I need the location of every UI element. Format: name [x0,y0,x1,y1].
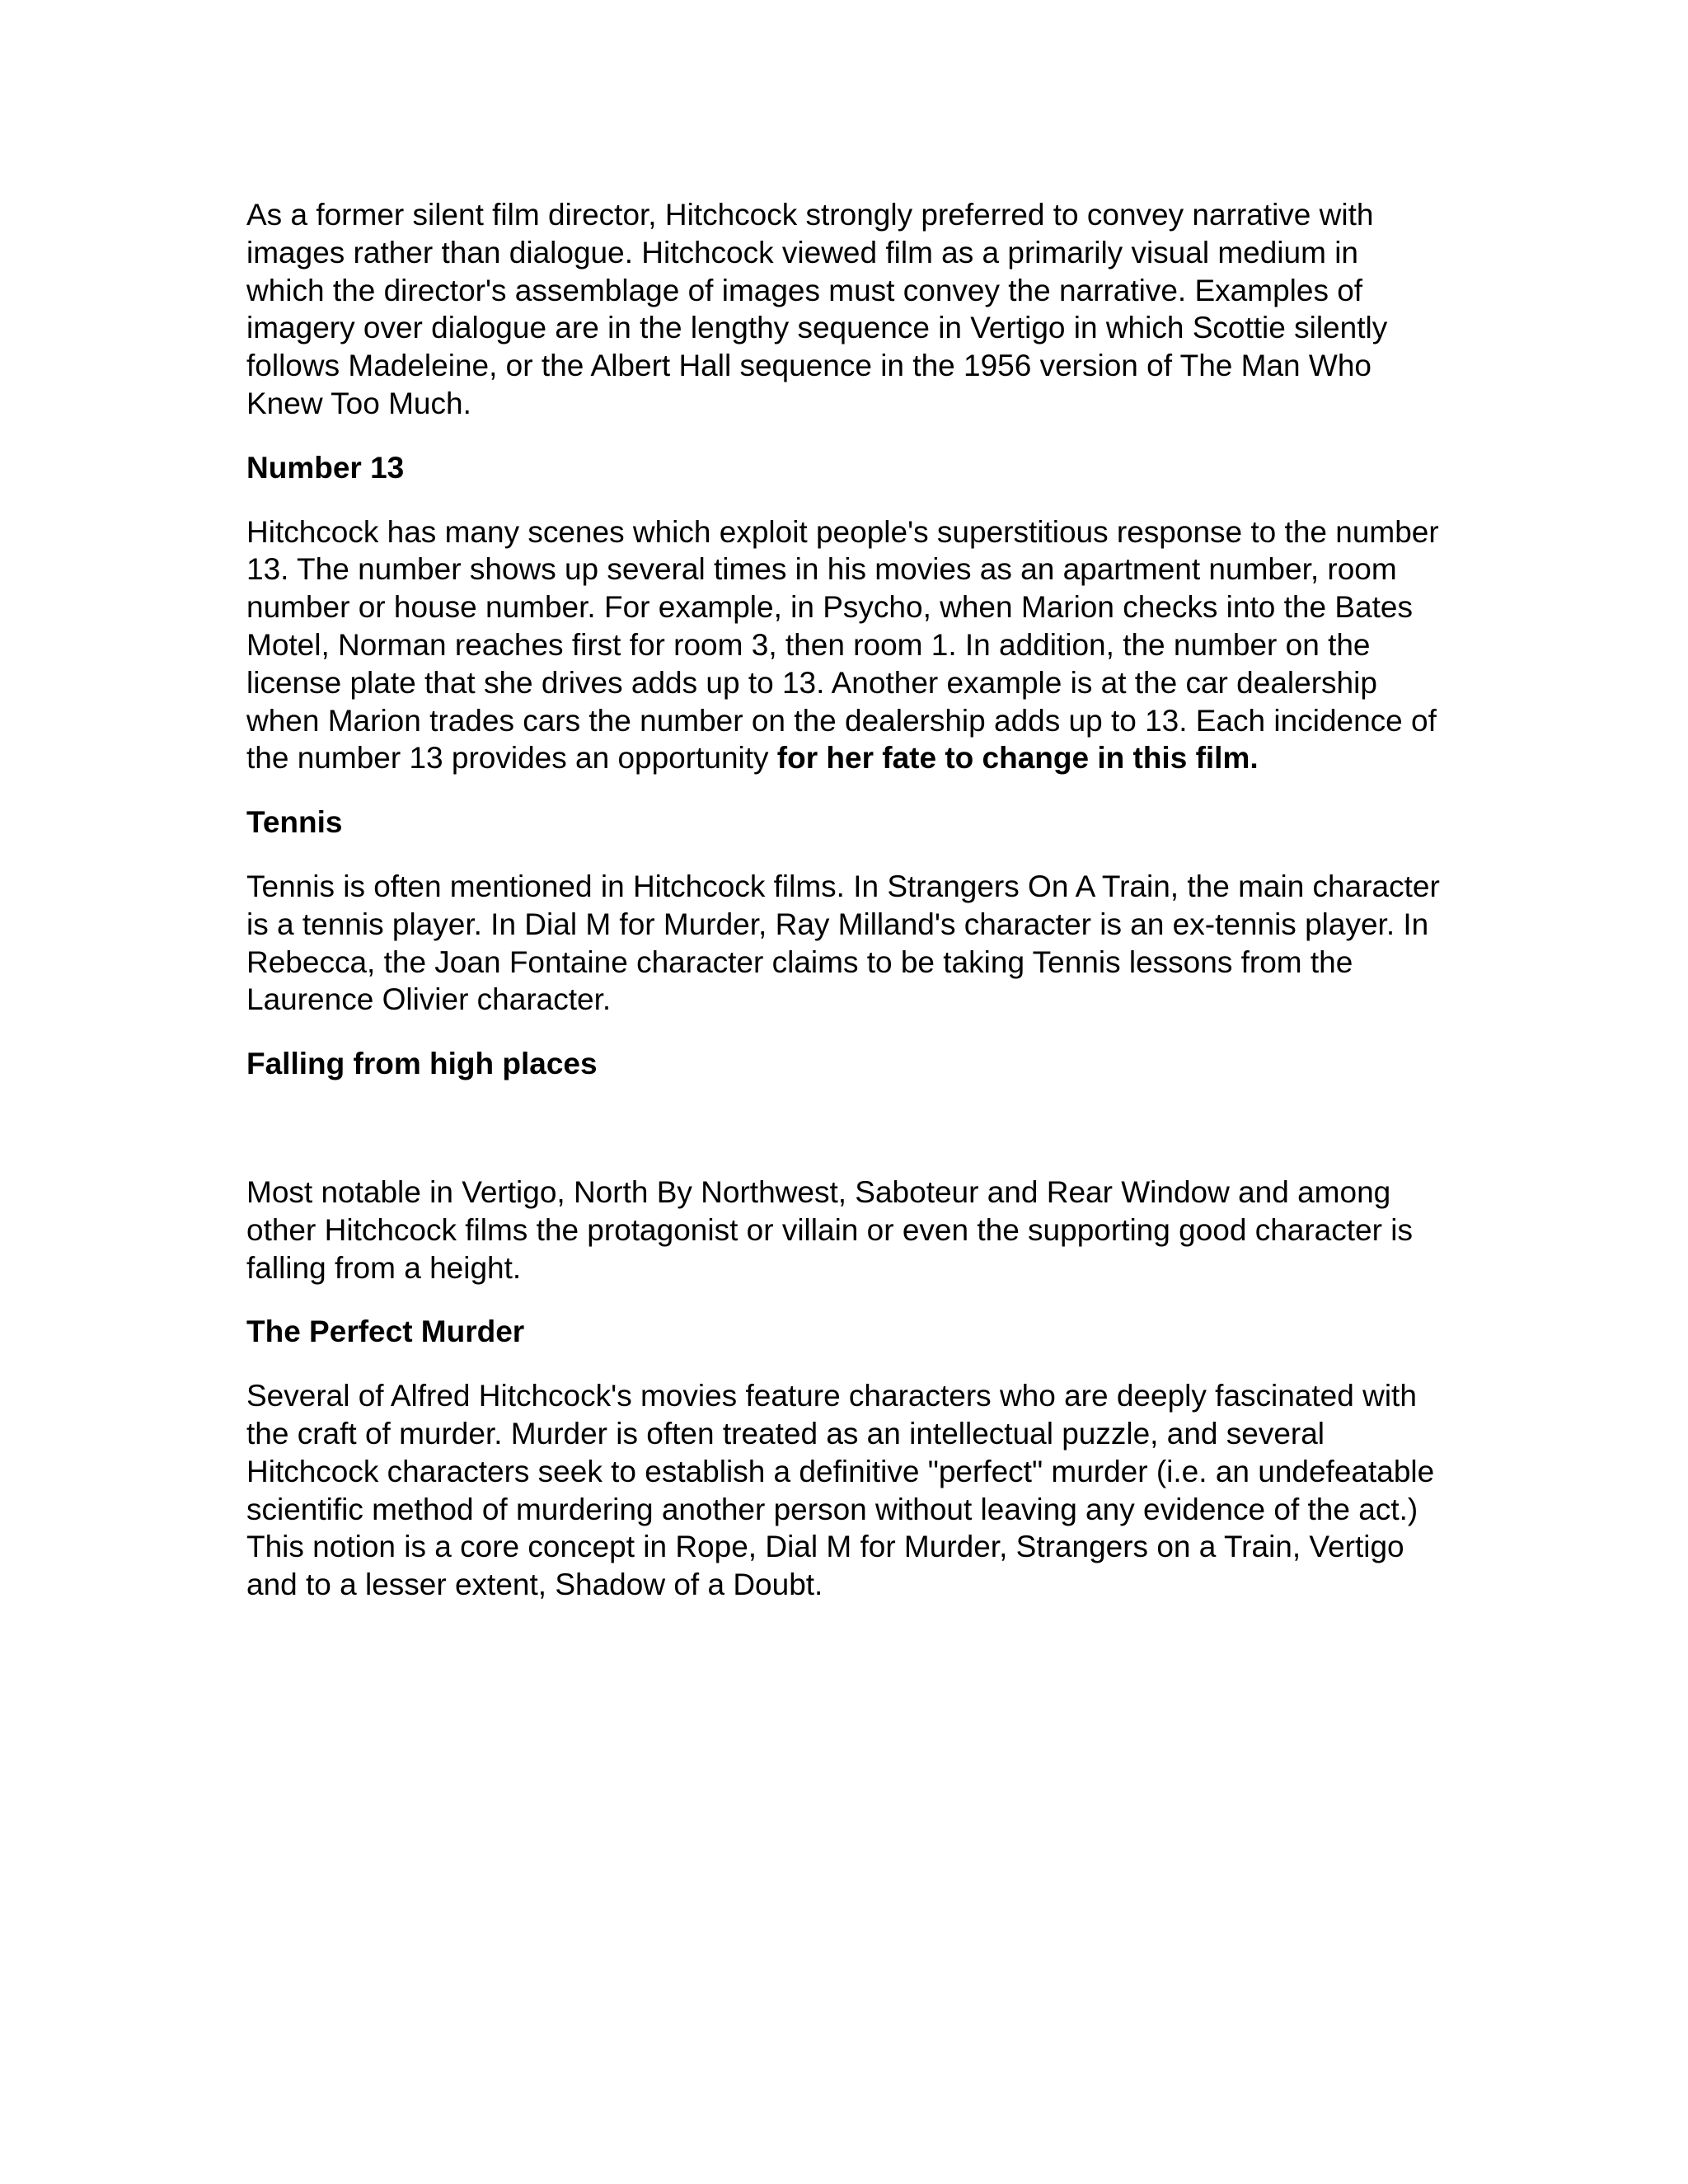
falling-paragraph: Most notable in Vertigo, North By Northwest, Saboteur and Rear Window and among other Hitchcock films the protagonist or villain or even the supporting good character is falling from a height. [246,1174,1413,1285]
number-13-paragraph-bold-text: for her fate to change in this film. [776,741,1259,776]
intro-paragraph: As a former silent film director, Hitchcock strongly preferred to convey narrative with images rather than dialogue. Hitchcock viewed film as a primarily visual medium in which the director's assemblage of images must convey the narrative. Examples of imagery over dialogue are in the lengthy sequence in Vertigo in which Scottie silently follows Madeleine, or the Albert Hall sequence in the 1956 version of The Man Who Knew Too Much. [246,198,1388,420]
number-13-paragraph [246,513,1442,778]
section-heading-number-13: Number 13 [246,450,405,485]
document-body [246,196,1442,1630]
perfect-murder-paragraph: Several of Alfred Hitchcock's movies feature characters who are deeply fascinated with the craft of murder. Murder is often treated as an intellectual puzzle, and several Hitchcock characters seek to establish a definitive "perfect" murder (i.e. an undefeatable scientific method of murdering another person without leaving any evidence of the act.) This notion is a core concept in Rope, Dial M for Murder, Strangers on a Train, Vertigo and to a lesser extent, Shadow of a Doubt. [246,1379,1435,1602]
section-heading-perfect-murder: The Perfect Murder [246,1315,525,1349]
number-13-paragraph-text: Hitchcock has many scenes which exploit people's superstitious response to the number 13. The number shows up several times in his movies as an apartment number, room number or house number. For example, in Psycho, when Marion checks into the Bates Motel, Norman reaches first for room 3, then room 1. In addition, the number on the license plate that she drives adds up to 13. Another example is at the car dealership when Marion trades cars the number on the dealership adds up to 13. Each incidence of the number 13 provides an opportunity [246,514,1439,776]
section-heading-falling: Falling from high places [246,1047,598,1081]
section-heading-tennis: Tennis [246,805,343,840]
tennis-paragraph: Tennis is often mentioned in Hitchcock films. In Strangers On A Train, the main character is a tennis player. In Dial M for Murder, Ray Milland's character is an ex-tennis player. In Rebecca, the Joan Fontaine character claims to be taking Tennis lessons from the Laurence Olivier character. [246,869,1440,1017]
